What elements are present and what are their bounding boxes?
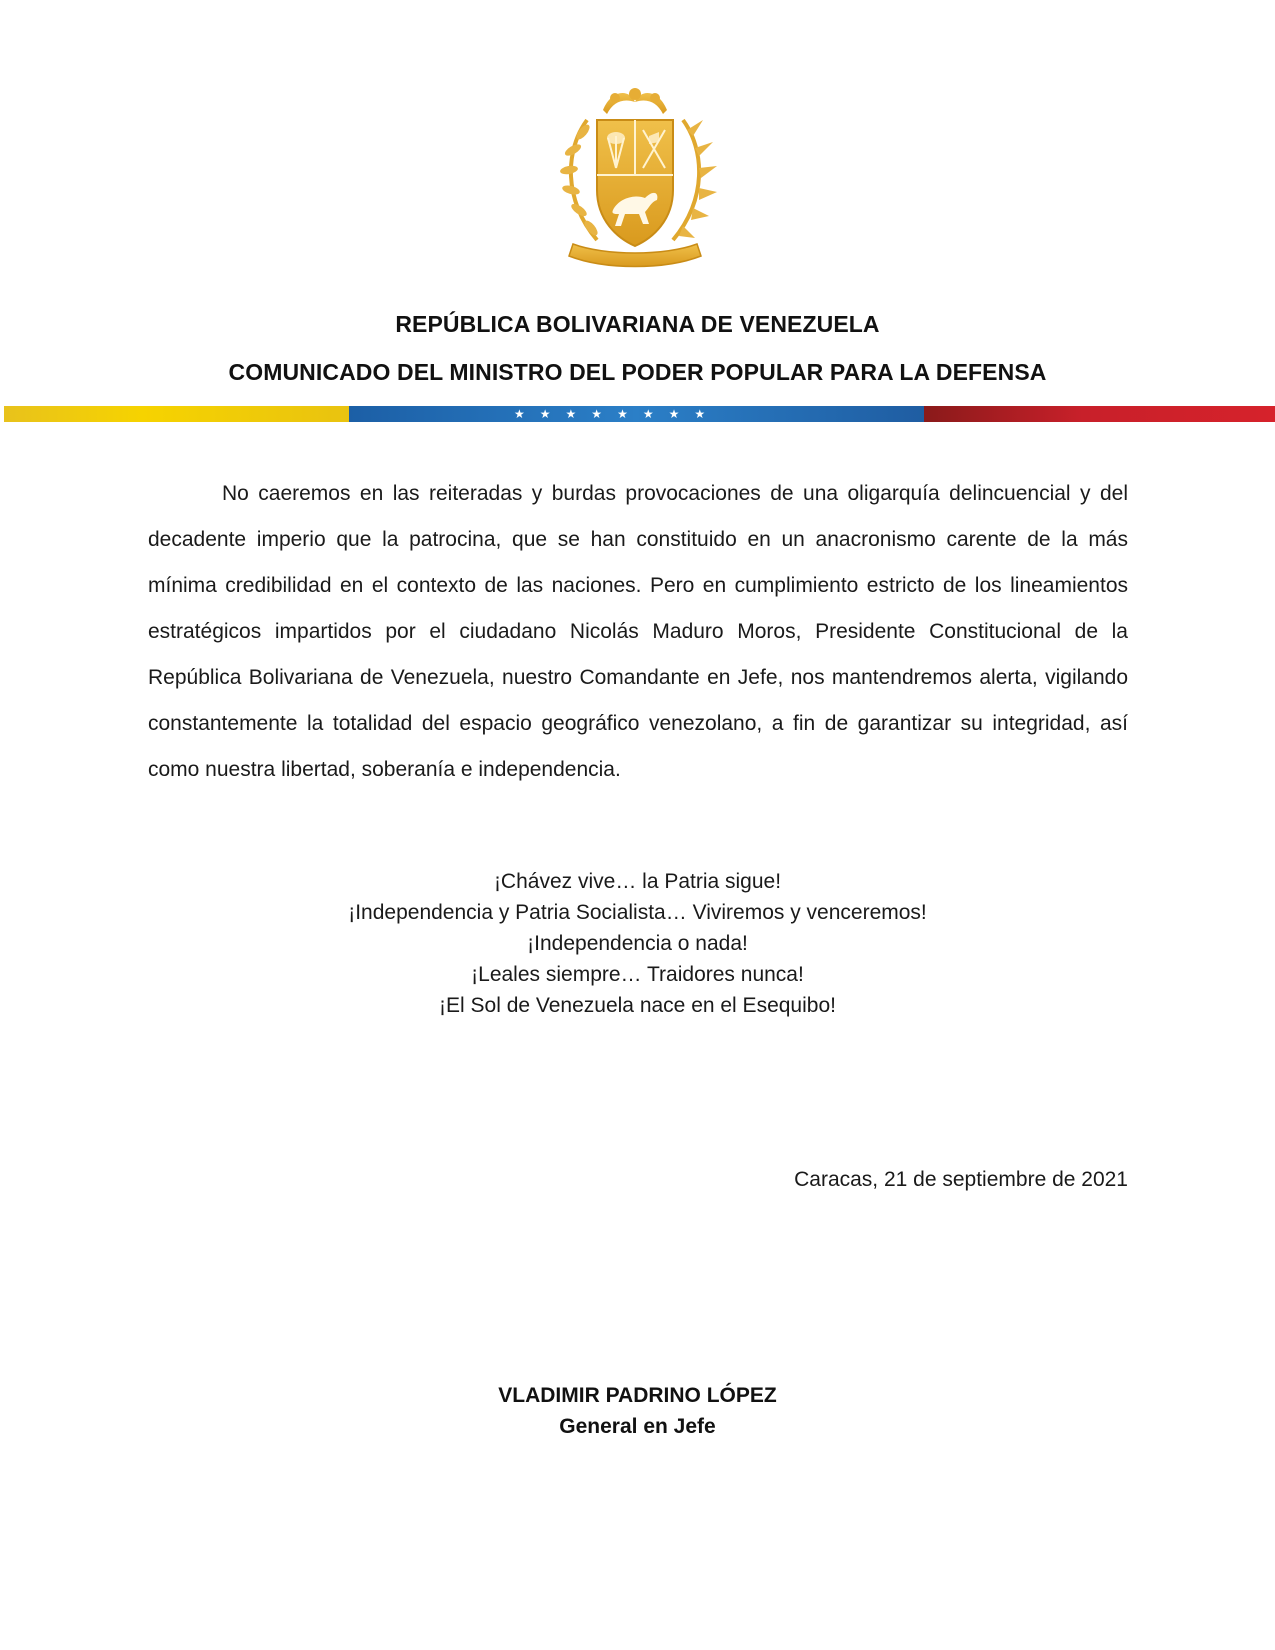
star-icon: ★	[539, 407, 551, 421]
flag-band-yellow	[4, 406, 349, 422]
venezuela-coat-of-arms-icon	[545, 80, 725, 270]
signatory-title: General en Jefe	[559, 1415, 716, 1438]
star-icon: ★	[694, 407, 706, 421]
slogans-block	[0, 866, 1275, 1021]
flag-stars	[514, 406, 705, 422]
signature-block	[0, 1380, 1275, 1442]
star-icon: ★	[514, 407, 525, 421]
star-icon: ★	[617, 407, 628, 421]
slogan-line: ¡El Sol de Venezuela nace en el Esequibo!	[439, 994, 836, 1017]
signatory-name: VLADIMIR PADRINO LÓPEZ	[498, 1384, 777, 1407]
header-communique-title: COMUNICADO DEL MINISTRO DEL PODER POPULAR PARA LA DEFENSA	[228, 359, 1047, 385]
slogan-line: ¡Independencia y Patria Socialista… Viviremos y venceremos!	[348, 901, 927, 924]
star-icon: ★	[668, 407, 680, 421]
slogan-line: ¡Leales siempre… Traidores nunca!	[471, 963, 804, 986]
star-icon: ★	[642, 407, 654, 421]
flag-band-blue	[349, 406, 924, 422]
slogan-line: ¡Independencia o nada!	[527, 932, 748, 955]
star-icon: ★	[591, 407, 603, 421]
document-header	[0, 300, 1275, 396]
slogan-line: ¡Chávez vive… la Patria sigue!	[493, 870, 782, 893]
flag-color-band	[4, 406, 1275, 422]
star-icon: ★	[565, 407, 577, 421]
header-country-title: REPÚBLICA BOLIVARIANA DE VENEZUELA	[395, 311, 880, 337]
communique-body-paragraph: No caeremos en las reiteradas y burdas provocaciones de una oligarquía delincuencial y del decadente imperio que la patrocina, que se han constituido en un anacronismo carente de la más mínima credibilidad en el contexto de las naciones. Pero en cumplimiento estricto de los lineamientos estratégicos impartidos por el ciudadano Nicolás Maduro Moros, Presidente Constitucional de la República Bolivariana de Venezuela, nuestro Comandante en Jefe, nos mantendremos alerta, vigilando constantemente la totalidad del espacio geográfico venezolano, a fin de garantizar su integridad, así como nuestra libertad, soberanía e independencia.	[148, 482, 1128, 781]
document-date: Caracas, 21 de septiembre de 2021	[794, 1168, 1128, 1191]
flag-band-red	[924, 406, 1275, 422]
